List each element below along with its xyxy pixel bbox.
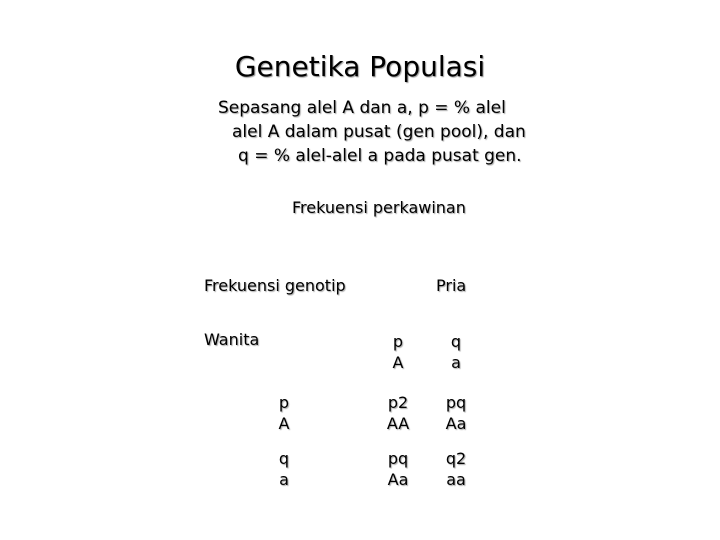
row-freq: q xyxy=(278,449,290,468)
row-allele: a xyxy=(279,470,289,489)
intro-line-1: Sepasang alel A dan a, p = % alel xyxy=(218,98,506,118)
intro-line-3: q = % alel-alel a pada pusat gen. xyxy=(238,146,522,166)
column-allele: A xyxy=(392,353,404,372)
slide-title: Genetika Populasi xyxy=(234,50,486,83)
row-group-label: Wanita xyxy=(204,330,260,349)
row-header xyxy=(264,392,304,434)
row-allele: A xyxy=(278,414,290,433)
genotype-cell xyxy=(378,392,418,434)
column-header xyxy=(378,331,418,373)
column-allele: a xyxy=(451,353,461,372)
column-freq: p xyxy=(392,332,404,351)
row-freq: p xyxy=(278,393,290,412)
cell-genotype: aa xyxy=(446,470,466,489)
cell-freq: p2 xyxy=(387,393,409,412)
column-header xyxy=(436,331,476,373)
genotype-cell xyxy=(378,448,418,490)
cell-freq: q2 xyxy=(445,449,467,468)
column-freq: q xyxy=(450,332,462,351)
cell-genotype: AA xyxy=(386,414,410,433)
genotype-cell xyxy=(436,448,476,490)
subtitle: Frekuensi perkawinan xyxy=(292,198,466,217)
cell-genotype: Aa xyxy=(445,414,467,433)
row-header xyxy=(264,448,304,490)
intro-line-2: alel A dalam pusat (gen pool), dan xyxy=(232,122,526,142)
corner-label: Frekuensi genotip xyxy=(204,276,346,295)
genotype-cell xyxy=(436,392,476,434)
column-group-label: Pria xyxy=(436,276,467,295)
cell-freq: pq xyxy=(445,393,467,412)
cell-freq: pq xyxy=(387,449,409,468)
cell-genotype: Aa xyxy=(387,470,409,489)
